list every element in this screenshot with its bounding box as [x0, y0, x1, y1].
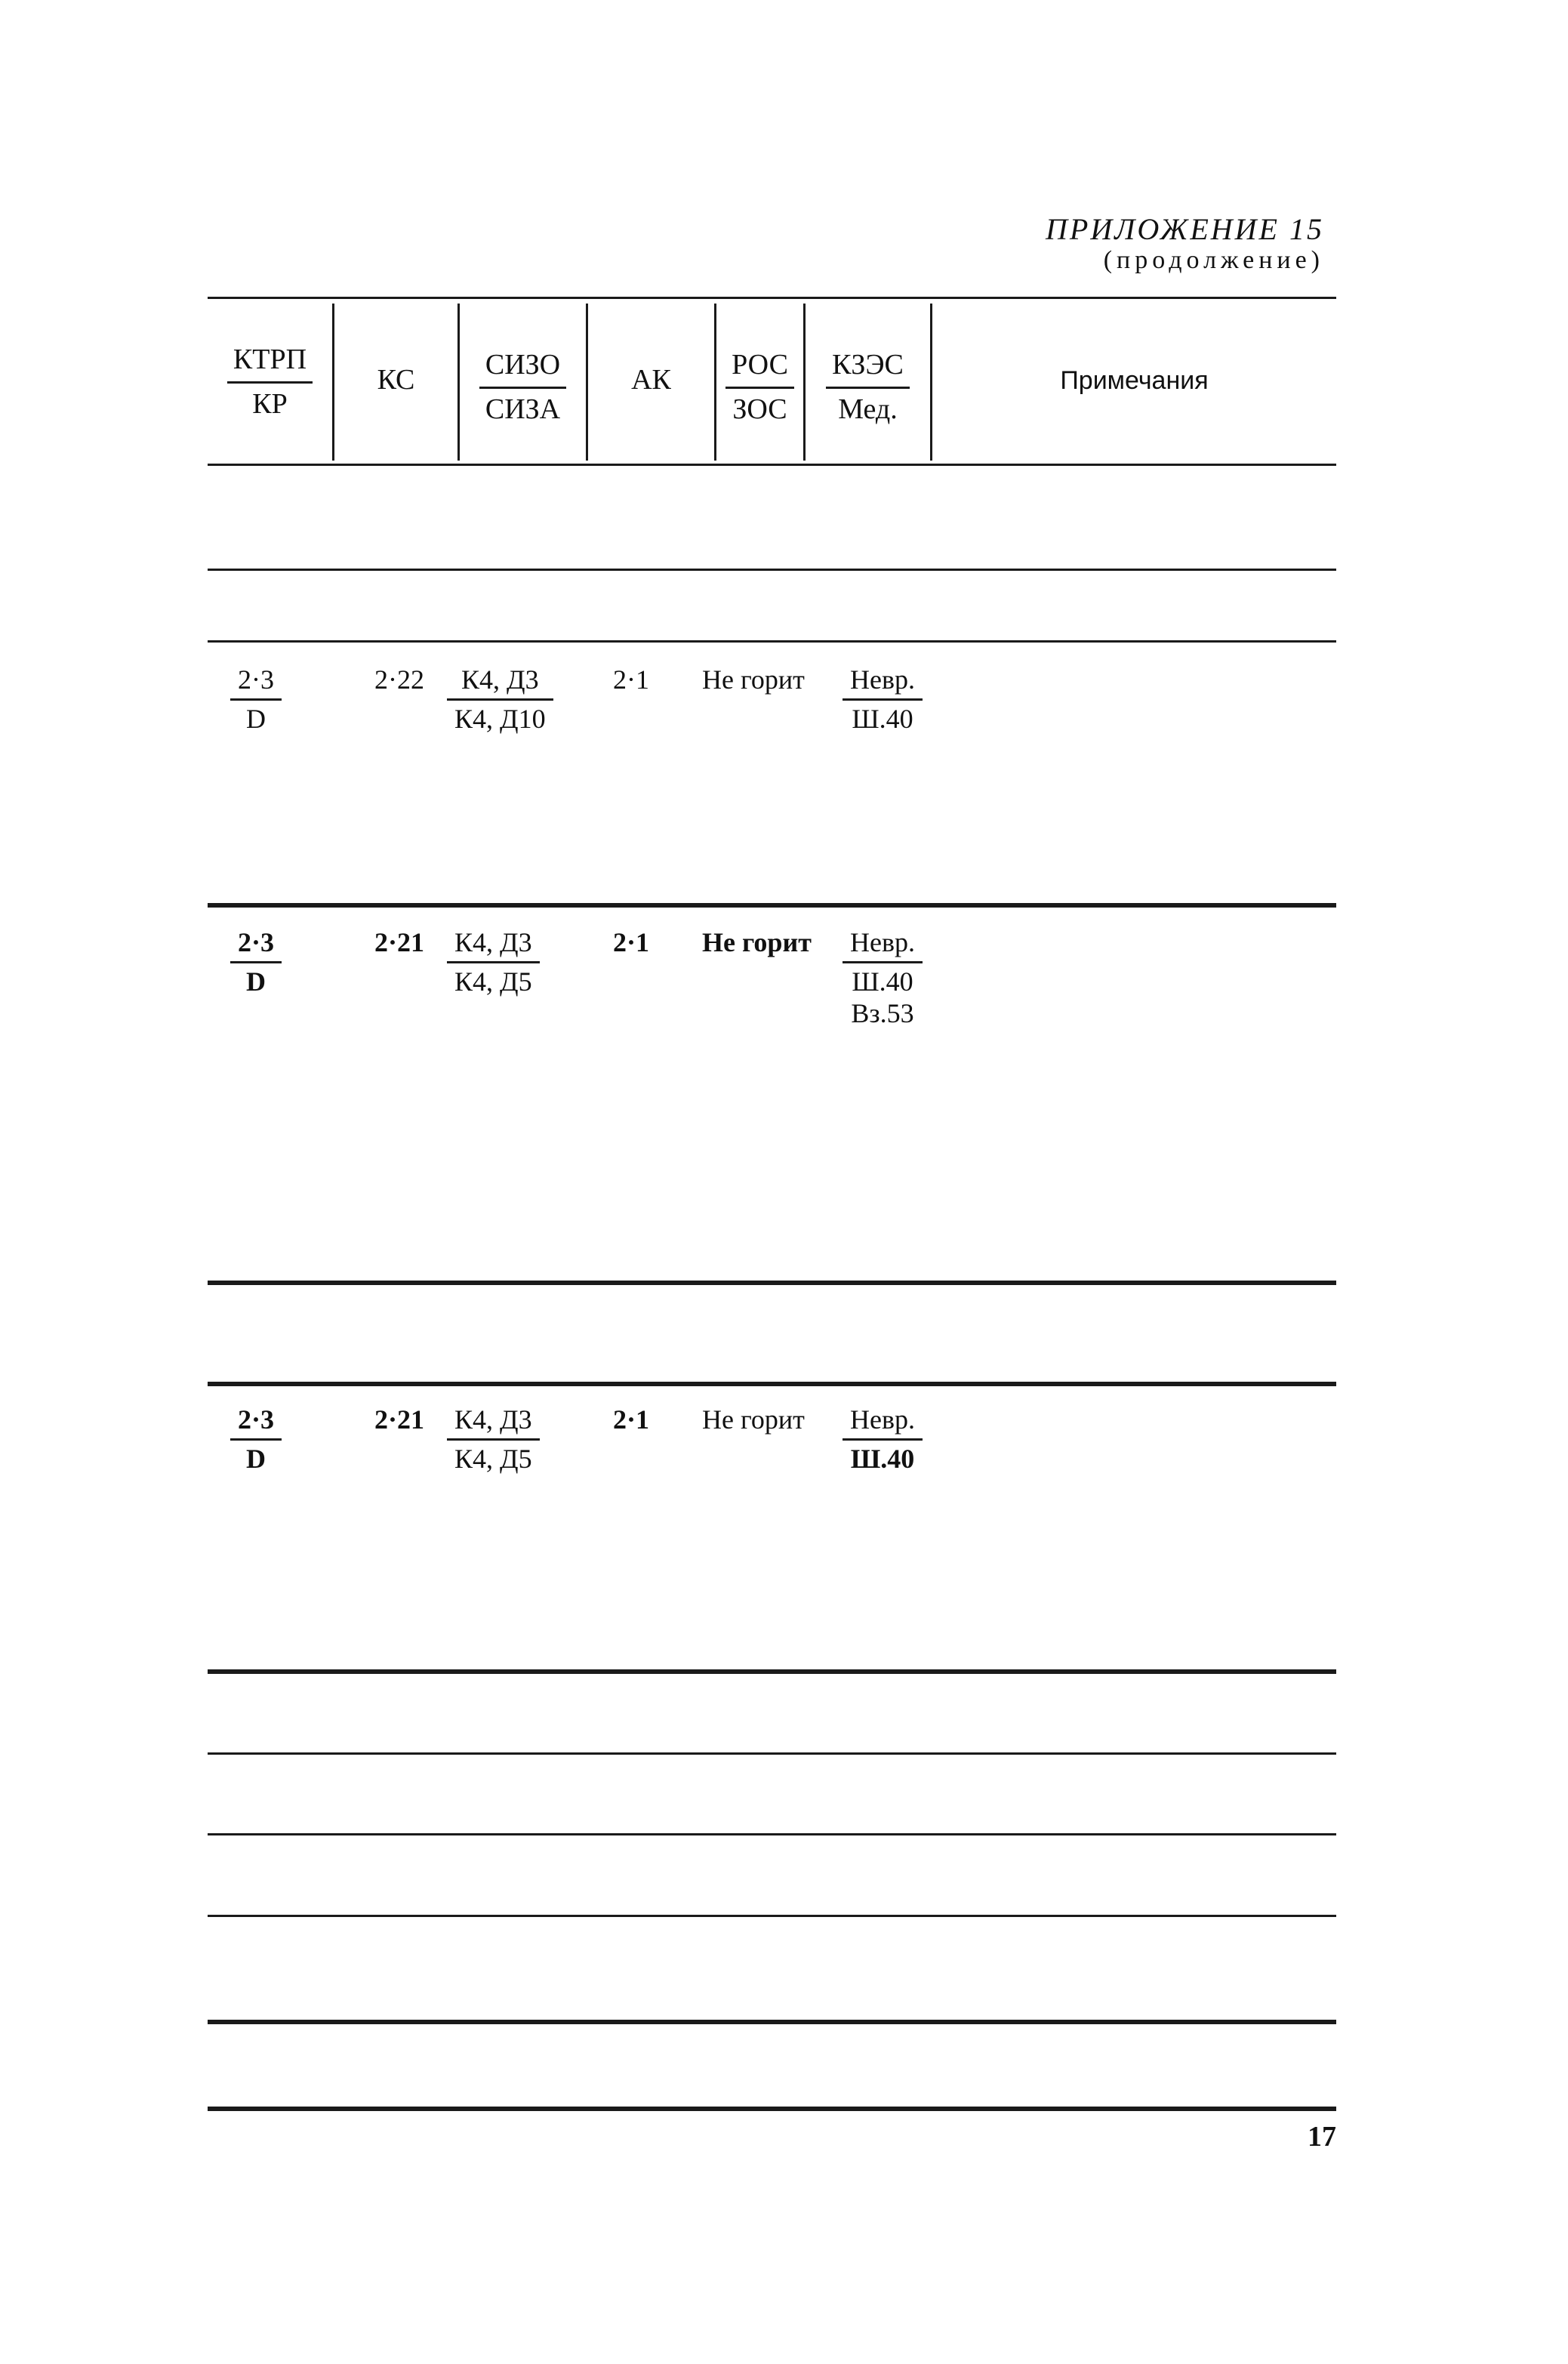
section-rule — [208, 903, 1336, 908]
row-2-extra: Вз.53 — [851, 997, 914, 1028]
header-siza: СИЗА — [485, 393, 561, 425]
section-rule — [208, 1915, 1336, 1917]
row-2-med: Ш.40 — [852, 966, 913, 997]
header-sizo-siza — [460, 349, 586, 426]
row-2-sizo: К4, Д3 — [447, 927, 540, 963]
row-3-sizo-siza — [447, 1404, 540, 1475]
row-1-ktrp-kr — [230, 664, 282, 735]
section-rule — [208, 1281, 1336, 1285]
header-ktrp-kr — [208, 344, 332, 421]
header-kzes: КЗЭС — [826, 349, 910, 389]
row-2-sizo-siza — [447, 927, 540, 998]
row-1-med: Ш.40 — [852, 704, 913, 735]
row-2-ktrp: 2·3 — [230, 927, 282, 963]
row-2-kzes-med — [843, 927, 923, 1029]
row-3-ros: Не горит — [702, 1404, 805, 1435]
row-2-kr: D — [246, 966, 266, 997]
row-2-siza: К4, Д5 — [454, 966, 532, 997]
header-med: Мед. — [838, 393, 898, 425]
row-1-kzes-med — [843, 664, 923, 735]
row-2-ak: 2·1 — [613, 927, 650, 957]
row-1-kzes: Невр. — [843, 664, 923, 701]
row-2-kzes: Невр. — [843, 927, 923, 963]
header-notes: Примечания — [1060, 366, 1209, 395]
row-1-siza: К4, Д10 — [454, 704, 546, 735]
section-rule — [208, 1752, 1336, 1755]
row-1-ktrp: 2·3 — [230, 664, 282, 701]
row-3-ktrp: 2·3 — [230, 1404, 282, 1441]
row-3-ks: 2·21 — [374, 1404, 425, 1435]
header-ks: КС — [377, 364, 415, 396]
section-rule — [208, 569, 1336, 571]
header-zos: ЗОС — [732, 393, 787, 425]
row-1-sizo: К4, Д3 — [447, 664, 553, 701]
appendix-subtitle: (продолжение) — [1103, 246, 1324, 274]
table-top-rule — [208, 297, 1336, 299]
row-2-ros: Не горит — [702, 927, 812, 957]
section-rule — [208, 640, 1336, 643]
row-1-ak: 2·1 — [613, 664, 649, 695]
row-2-ktrp-kr — [230, 927, 282, 998]
header-ros-zos — [716, 349, 803, 426]
section-rule — [208, 1833, 1336, 1835]
page-number: 17 — [1308, 2121, 1336, 2153]
row-1-ks: 2·22 — [374, 664, 424, 695]
row-1-sizo-siza — [447, 664, 553, 735]
row-3-siza: К4, Д5 — [454, 1444, 532, 1475]
row-3-ak: 2·1 — [613, 1404, 650, 1435]
row-3-sizo: К4, Д3 — [447, 1404, 540, 1441]
section-rule — [208, 1669, 1336, 1674]
row-3-med: Ш.40 — [850, 1444, 915, 1475]
row-3-kr: D — [246, 1444, 266, 1475]
header-ak: АК — [631, 364, 671, 396]
header-kzes-med — [806, 349, 930, 426]
row-3-ktrp-kr — [230, 1404, 282, 1475]
header-kr: КР — [252, 387, 288, 420]
header-ros: РОС — [725, 349, 794, 389]
row-3-kzes-med — [843, 1404, 923, 1475]
section-rule — [208, 2020, 1336, 2024]
table-bottom-rule — [208, 2107, 1336, 2111]
section-rule — [208, 1382, 1336, 1386]
header-bottom-rule — [208, 464, 1336, 466]
row-1-ros: Не горит — [702, 664, 805, 695]
header-sizo: СИЗО — [479, 349, 566, 389]
appendix-title: ПРИЛОЖЕНИЕ 15 — [1046, 212, 1324, 246]
header-ktrp: КТРП — [227, 344, 313, 384]
row-2-ks: 2·21 — [374, 927, 425, 957]
row-3-kzes: Невр. — [843, 1404, 923, 1441]
row-1-kr: D — [246, 704, 266, 735]
